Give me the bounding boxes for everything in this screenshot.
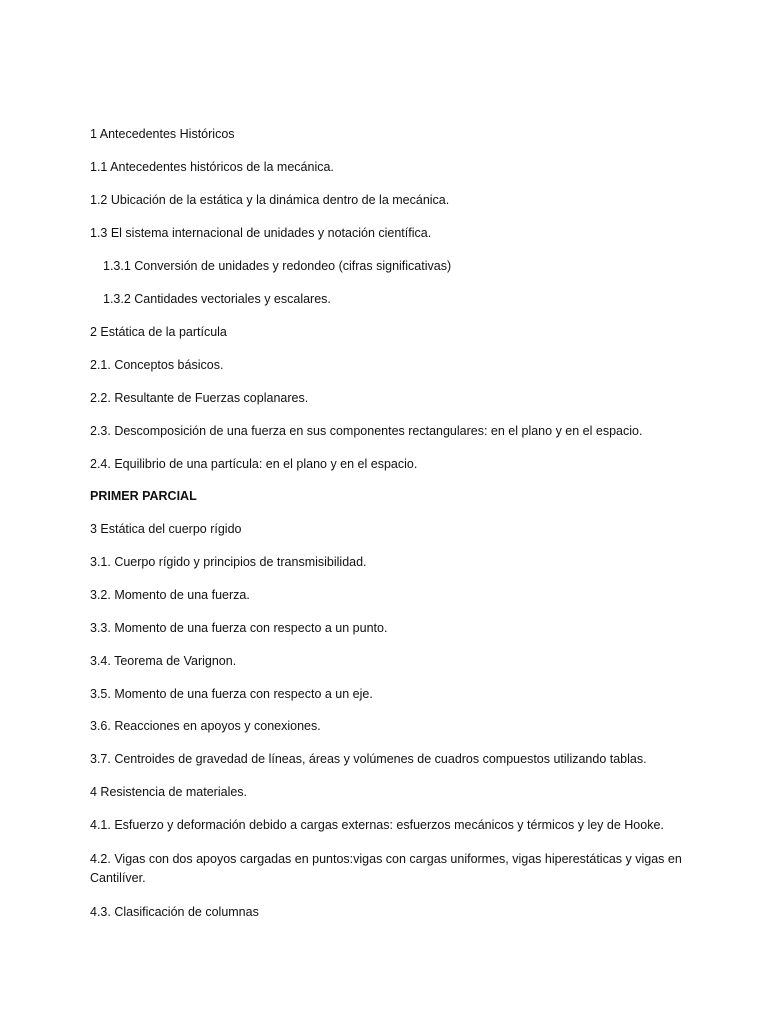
heading-1: 1 Antecedentes Históricos [90,127,235,141]
item-3-3: 3.3. Momento de una fuerza con respecto a un punto. [90,621,388,635]
item-1-3-2: 1.3.2 Cantidades vectoriales y escalares. [103,292,331,306]
item-1-3-1: 1.3.1 Conversión de unidades y redondeo (cifras significativas) [103,259,452,273]
item-1-1: 1.1 Antecedentes históricos de la mecánica. [90,160,334,174]
primer-parcial-heading: PRIMER PARCIAL [90,489,197,503]
item-2-3: 2.3. Descomposición de una fuerza en sus componentes rectangulares: en el plano y en el espacio. [90,424,643,438]
item-3-1: 3.1. Cuerpo rígido y principios de transmisibilidad. [90,555,367,569]
item-3-4: 3.4. Teorema de Varignon. [90,654,237,668]
item-3-6: 3.6. Reacciones en apoyos y conexiones. [90,719,321,733]
item-3-7: 3.7. Centroides de gravedad de líneas, áreas y volúmenes de cuadros compuestos utilizando tablas. [90,752,647,766]
item-1-3: 1.3 El sistema internacional de unidades y notación científica. [90,226,432,240]
item-4-2: 4.2. Vigas con dos apoyos cargadas en puntos:vigas con cargas uniformes, vigas hiperestáticas y vigas en Cantilíver. [90,852,682,885]
item-2-1: 2.1. Conceptos básicos. [90,358,224,372]
item-3-5: 3.5. Momento de una fuerza con respecto a un eje. [90,687,373,701]
heading-2: 2 Estática de la partícula [90,325,227,339]
heading-3: 3 Estática del cuerpo rígido [90,522,242,536]
item-3-2: 3.2. Momento de una fuerza. [90,588,250,602]
heading-4: 4 Resistencia de materiales. [90,785,248,799]
item-2-2: 2.2. Resultante de Fuerzas coplanares. [90,391,309,405]
item-2-4: 2.4. Equilibrio de una partícula: en el plano y en el espacio. [90,457,418,471]
item-1-2: 1.2 Ubicación de la estática y la dinámica dentro de la mecánica. [90,193,450,207]
item-4-1: 4.1. Esfuerzo y deformación debido a cargas externas: esfuerzos mecánicos y térmicos y ley de Hooke. [90,818,664,832]
item-4-3: 4.3. Clasificación de columnas [90,905,259,919]
